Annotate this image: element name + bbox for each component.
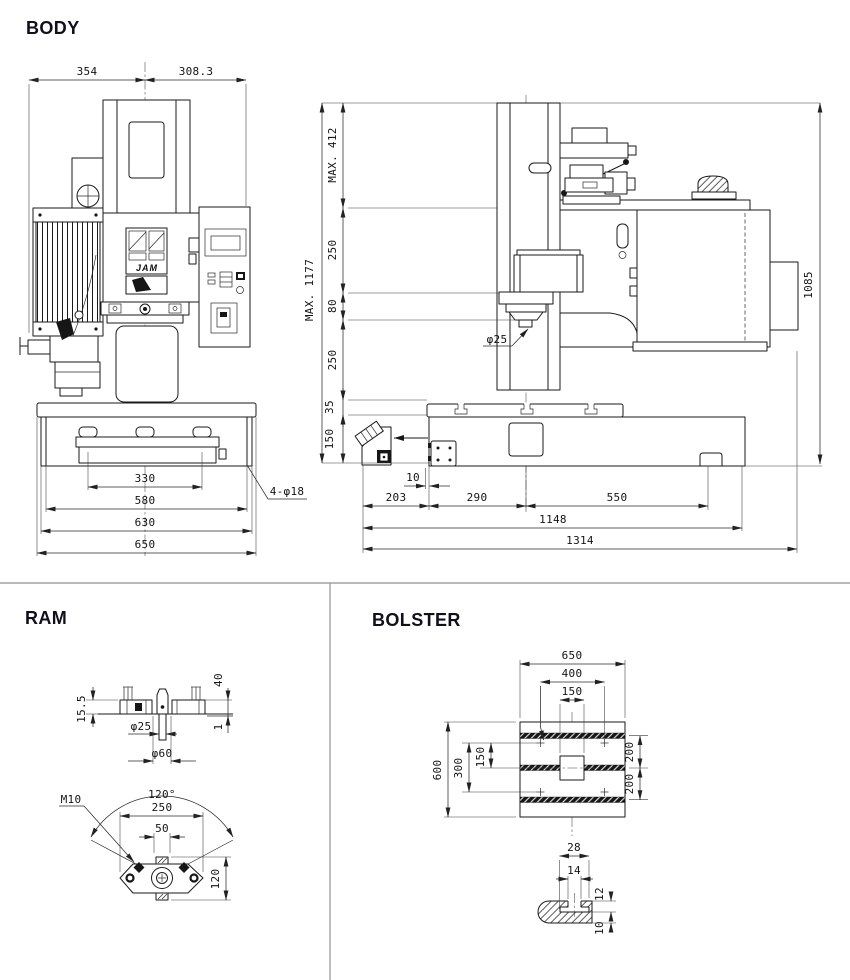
- bolster-tslot-detail: [538, 841, 616, 935]
- dim-bolster-300: 300: [452, 757, 465, 779]
- dim-front-580: 580: [134, 494, 156, 507]
- inspection-window: [129, 122, 164, 178]
- table-base: [427, 404, 745, 467]
- dim-tslot-10: 10: [593, 921, 606, 935]
- dim-side-max412: MAX. 412: [326, 127, 339, 183]
- dim-ram-250: 250: [151, 801, 173, 814]
- dim-ram-50: 50: [155, 822, 169, 835]
- dim-side-80: 80: [326, 299, 339, 313]
- dim-side-550: 550: [606, 491, 628, 504]
- body-side-view: [303, 95, 822, 553]
- dim-side-250b: 250: [326, 349, 339, 371]
- dim-bolster-150t: 150: [561, 685, 583, 698]
- dim-ram-155: 15.5: [75, 695, 88, 723]
- dim-bolster-400: 400: [561, 667, 583, 680]
- dim-front-650: 650: [134, 538, 156, 551]
- slide-assembly: [101, 302, 189, 402]
- dim-side-max1177: MAX. 1177: [303, 258, 316, 322]
- dim-side-1314: 1314: [566, 534, 594, 547]
- dim-ram-angle: 120°: [148, 788, 176, 801]
- dim-bolster-200a: 200: [623, 741, 636, 763]
- pressure-gauge: [72, 158, 103, 213]
- bolster-top-view: [431, 649, 648, 836]
- electrical-box: [770, 262, 798, 330]
- section-title-bolster: BOLSTER: [372, 610, 461, 630]
- dim-bolster-600: 600: [431, 759, 444, 781]
- section-dividers: [0, 583, 850, 980]
- motor: [33, 208, 103, 338]
- dim-bolster-150l: 150: [474, 746, 487, 768]
- body-front-view: [20, 62, 307, 556]
- dim-side-250a: 250: [326, 239, 339, 261]
- dim-side-203: 203: [385, 491, 407, 504]
- dim-ram-40: 40: [212, 673, 225, 687]
- dim-ram-phi60: φ60: [151, 747, 173, 760]
- dim-ram-phi25: φ25: [130, 720, 152, 733]
- dim-front-354: 354: [76, 65, 98, 78]
- dim-ram-1: 1: [212, 723, 225, 731]
- dim-side-35: 35: [323, 400, 336, 414]
- dim-side-1085: 1085: [802, 271, 815, 299]
- label-punch-dia: φ25: [486, 333, 508, 346]
- logo-text: JAM: [135, 263, 159, 273]
- valve-stack: [549, 128, 636, 204]
- section-title-body: BODY: [26, 18, 80, 38]
- dim-side-10: 10: [406, 471, 420, 484]
- dim-side-150: 150: [323, 428, 336, 450]
- brand-panel: [126, 228, 167, 294]
- dim-bolster-200b: 200: [623, 773, 636, 795]
- ram-bottom-view: [59, 788, 233, 900]
- label-mounting-holes: 4-φ18: [269, 485, 305, 498]
- label-ram-m10: M10: [60, 793, 82, 806]
- base: [37, 403, 256, 466]
- dim-ram-120: 120: [209, 868, 222, 890]
- section-title-ram: RAM: [25, 608, 68, 628]
- dim-front-330: 330: [134, 472, 156, 485]
- breather-cap: [692, 176, 736, 199]
- ram-section-view: [75, 673, 233, 764]
- dim-side-290: 290: [466, 491, 488, 504]
- dim-bolster-650: 650: [561, 649, 583, 662]
- dim-front-308: 308.3: [178, 65, 214, 78]
- dim-tslot-12: 12: [593, 887, 606, 901]
- dim-side-1148: 1148: [539, 513, 567, 526]
- dim-front-630: 630: [134, 516, 156, 529]
- dim-tslot-28: 28: [567, 841, 581, 854]
- dim-tslot-14: 14: [567, 864, 581, 877]
